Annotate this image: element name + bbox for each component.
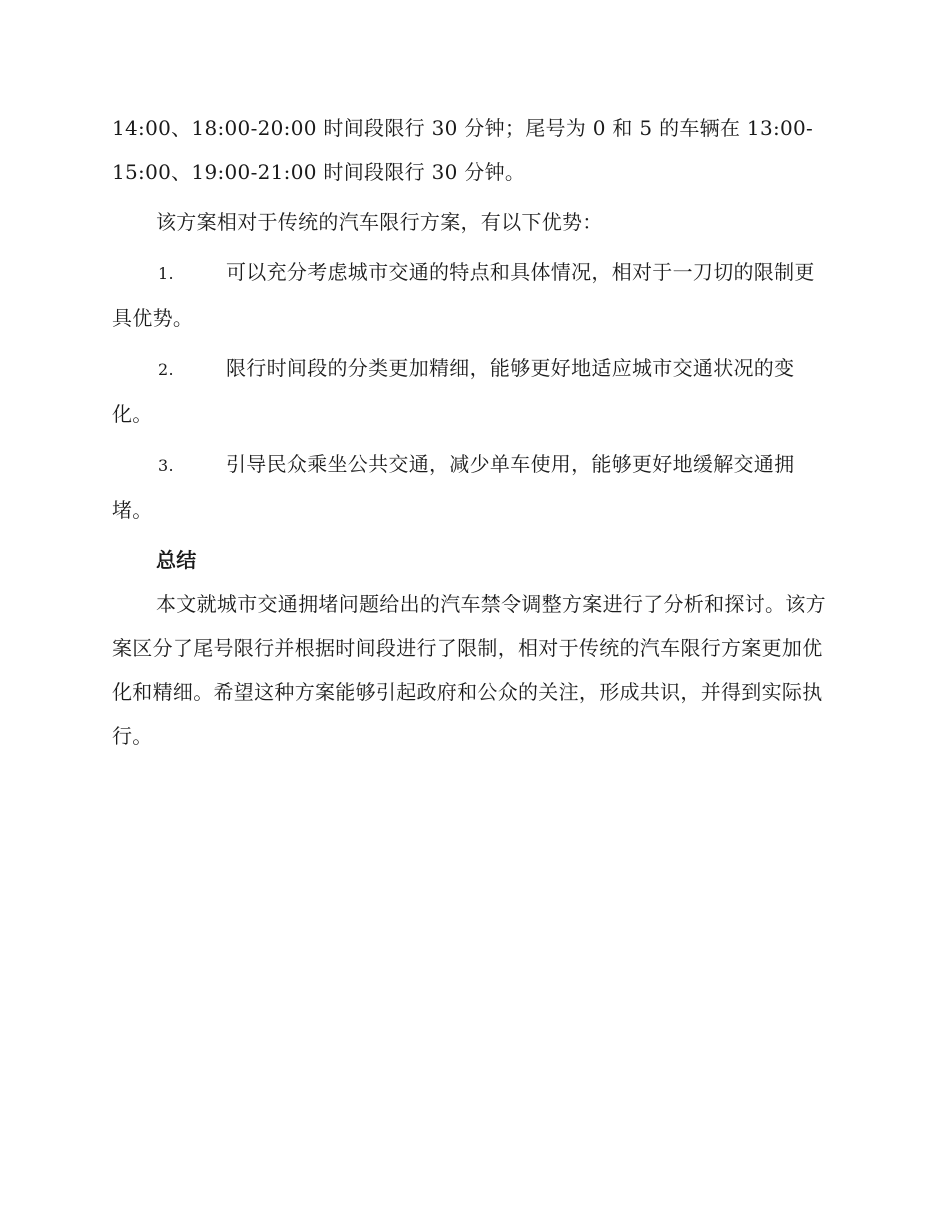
list-number: 2.	[158, 360, 174, 379]
list-item	[112, 250, 834, 340]
summary-heading: 总结	[156, 548, 197, 572]
document-page	[112, 106, 834, 758]
continuation-paragraph: 14:00、18:00-20:00 时间段限行 30 分钟；尾号为 0 和 5 的车辆在 13:00-15:00、19:00-21:00 时间段限行 30 分钟。	[112, 116, 814, 184]
summary-paragraph: 本文就城市交通拥堵问题给出的汽车禁令调整方案进行了分析和探讨。该方案区分了尾号限行并根据时间段进行了限制，相对于传统的汽车限行方案更加优化和精细。希望这种方案能够引起政府和公众的关注，形成共识，并得到实际执行。	[112, 592, 826, 748]
list-number: 1.	[158, 264, 174, 283]
list-text: 引导民众乘坐公共交通，减少单车使用，能够更好地缓解交通拥堵。	[112, 452, 795, 522]
list-text: 限行时间段的分类更加精细，能够更好地适应城市交通状况的变化。	[112, 356, 795, 426]
list-text: 可以充分考虑城市交通的特点和具体情况，相对于一刀切的限制更具优势。	[112, 260, 815, 330]
list-item	[112, 346, 834, 436]
list-item	[112, 442, 834, 532]
advantages-intro: 该方案相对于传统的汽车限行方案，有以下优势：	[156, 210, 603, 234]
list-number: 3.	[158, 456, 174, 475]
